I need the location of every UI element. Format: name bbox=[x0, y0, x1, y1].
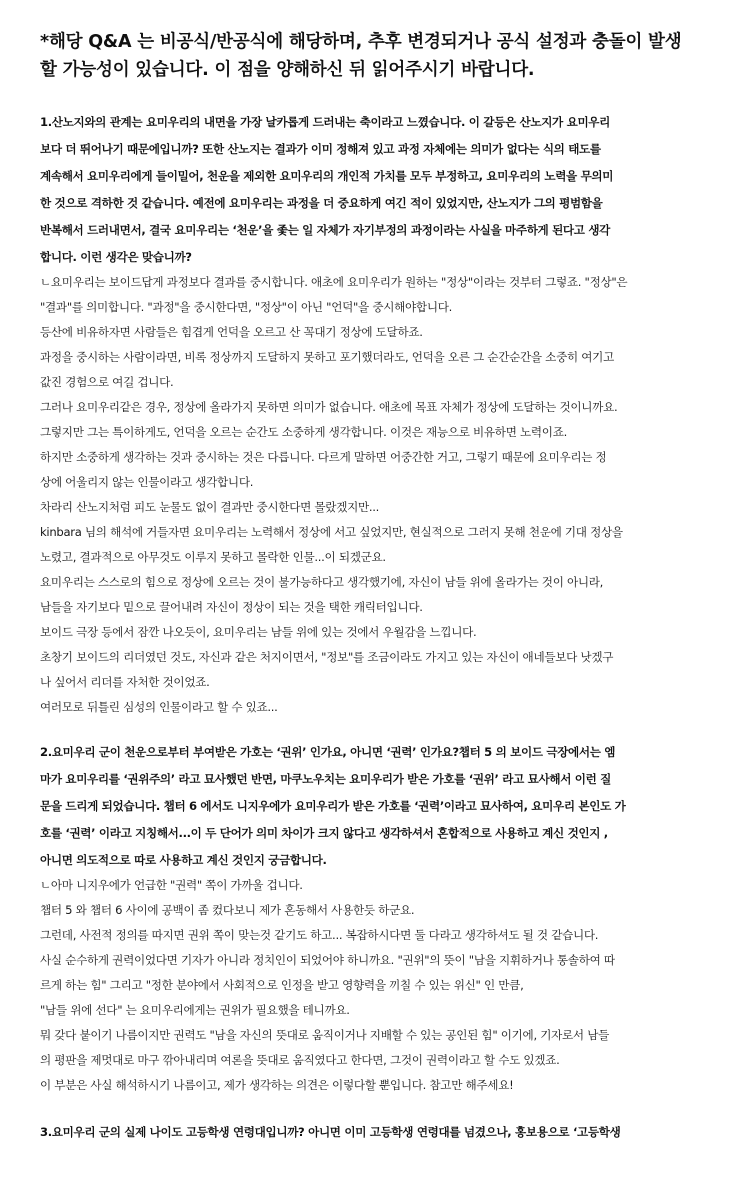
question-2-line-1: 2.요미우리 군이 천운으로부터 부여받은 가호는 ‘권위’ 인가요, 아니면 ‘권력’ 인가요?챕터 5 의 보이드 극장에서는 엠 bbox=[40, 745, 616, 759]
answer-1-line-12: 노렸고, 결과적으로 아무것도 이루지 못하고 몰락한 인물...이 되겠군요. bbox=[40, 550, 386, 564]
answer-2-line-4: 사실 순수하게 권력이었다면 기자가 아니라 정치인이 되었어야 하니까요. "권위"의 뜻이 "남을 지휘하거나 통솔하여 따 bbox=[40, 953, 615, 967]
answer-2-line-3: 그런데, 사전적 정의를 따지면 권위 쪽이 맞는것 같기도 하고... 복잡하시다면 둘 다라고 생각하셔도 될 것 같습니다. bbox=[40, 928, 599, 942]
question-1-line-3: 계속해서 요미우리에게 들이밀어, 천운을 제외한 요미우리의 개인적 가치를 모두 부정하고, 요미우리의 노력을 무의미 bbox=[40, 169, 614, 183]
answer-1-line-10: 차라리 산노지처럼 피도 눈물도 없이 결과만 중시한다면 몰랐겠지만... bbox=[40, 500, 380, 514]
answer-1-line-3: 등산에 비유하자면 사람들은 힘겹게 언덕을 오르고 산 꼭대기 정상에 도달하죠. bbox=[40, 325, 423, 339]
answer-2-line-1: ㄴ아마 니지우에가 언급한 "권력" 쪽이 가까울 겁니다. bbox=[40, 878, 303, 892]
answer-1-line-5: 값진 경험으로 여길 겁니다. bbox=[40, 375, 174, 389]
question-3-line-1: 3.요미우리 군의 실제 나이도 고등학생 연령대입니까? 아니면 이미 고등학생 연령대를 넘겼으나, 홍보용으로 ‘고등학생 bbox=[40, 1125, 621, 1139]
disclaimer-header bbox=[40, 28, 730, 84]
answer-2-line-7: 뭐 갖다 붙이기 나름이지만 권력도 "남을 자신의 뜻대로 움직이거나 지배할 수 있는 공인된 힘" 이기에, 기자로서 남들 bbox=[40, 1028, 609, 1042]
answer-1-line-16: 초창기 보이드의 리더였던 것도, 자신과 같은 처지이면서, "정보"를 조금이라도 가지고 있는 자신이 애네들보다 낫겠구 bbox=[40, 650, 614, 664]
question-2-line-5: 아니면 의도적으로 따로 사용하고 계신 것인지 궁금합니다. bbox=[40, 853, 327, 867]
answer-1-line-1: ㄴ요미우리는 보이드답게 과정보다 결과를 중시합니다. 애초에 요미우리가 원하는 "정상"이라는 것부터 그렇죠. "정상"은 bbox=[40, 275, 628, 289]
answer-2-line-9: 이 부분은 사실 해석하시기 나름이고, 제가 생각하는 의견은 이렇다할 뿐입니다. 참고만 해주세요! bbox=[40, 1078, 514, 1092]
question-1-line-6: 합니다. 이런 생각은 맞습니까? bbox=[40, 250, 192, 264]
answer-2-line-5: 르게 하는 힘" 그리고 "정한 분야에서 사회적으로 인정을 받고 영향력을 끼칠 수 있는 위신" 인 만큼, bbox=[40, 978, 524, 992]
answer-1-line-13: 요미우리는 스스로의 힘으로 정상에 오르는 것이 불가능하다고 생각했기에, 자신이 남들 위에 올라가는 것이 아니라, bbox=[40, 575, 604, 589]
answer-2-line-6: "남들 위에 선다" 는 요미우리에게는 권위가 필요했을 테니까요. bbox=[40, 1003, 350, 1017]
answer-1-line-7: 그렇지만 그는 특이하게도, 언덕을 오르는 순간도 소중하게 생각합니다. 이것은 재능으로 비유하면 노력이죠. bbox=[40, 425, 567, 439]
answer-1-line-8: 하지만 소중하게 생각하는 것과 중시하는 것은 다릅니다. 다르게 말하면 어중간한 거고, 그렇기 때문에 요미우리는 정 bbox=[40, 450, 607, 464]
question-1-line-4: 한 것으로 격하한 것 같습니다. 예전에 요미우리는 과정을 더 중요하게 여긴 적이 있었지만, 산노지가 그의 평범함을 bbox=[40, 196, 603, 210]
question-2-line-2: 마가 요미우리를 ‘권위주의’ 라고 묘사했던 반면, 마쿠노우치는 요미우리가 받은 가호를 ‘권위’ 라고 묘사해서 이런 질 bbox=[40, 772, 611, 786]
answer-1-line-17: 나 싶어서 리더를 자처한 것이었죠. bbox=[40, 675, 210, 689]
question-1-line-5: 반복해서 드러내면서, 결국 요미우리는 ‘천운’을 좇는 일 자체가 자기부정의 과정이라는 사실을 마주하게 된다고 생각 bbox=[40, 223, 611, 237]
answer-1-line-15: 보이드 극장 등에서 잠깐 나오듯이, 요미우리는 남들 위에 있는 것에서 우월감을 느낍니다. bbox=[40, 625, 477, 639]
disclaimer-line-2: 할 가능성이 있습니다. 이 점을 양해하신 뒤 읽어주시기 바랍니다. bbox=[40, 60, 535, 80]
answer-1-line-14: 남들을 자기보다 밑으로 끌어내려 자신이 정상이 되는 것을 택한 캐릭터입니다. bbox=[40, 600, 423, 614]
answer-1-line-18: 여러모로 뒤틀린 심성의 인물이라고 할 수 있죠... bbox=[40, 700, 278, 714]
question-1-line-2: 보다 더 뛰어나기 때문에입니까? 또한 산노지는 결과가 이미 정해져 있고 과정 자체에는 의미가 없다는 식의 태도를 bbox=[40, 142, 601, 156]
answer-1-line-2: "결과"를 의미합니다. "과정"을 중시한다면, "정상"이 아닌 "언덕"을 중시해야합니다. bbox=[40, 300, 453, 314]
question-2-line-4: 호를 ‘권력’ 이라고 지칭해서...이 두 단어가 의미 차이가 크지 않다고 생각하셔서 혼합적으로 사용하고 계신 것인지 , bbox=[40, 826, 608, 840]
answer-1-line-4: 과정을 중시하는 사람이라면, 비록 정상까지 도달하지 못하고 포기했더라도, 언덕을 오른 그 순간순간을 소중히 여기고 bbox=[40, 350, 614, 364]
answer-1-line-11: kinbara 님의 해석에 거들자면 요미우리는 노력해서 정상에 서고 싶었지만, 현실적으로 그러지 못해 천운에 기대 정상을 bbox=[40, 525, 623, 539]
answer-2-line-8: 의 평판을 제멋대로 마구 깎아내리며 여론을 뜻대로 움직였다고 한다면, 그것이 권력이라고 할 수도 있겠죠. bbox=[40, 1053, 560, 1067]
disclaimer-line-1: *해당 Q&A 는 비공식/반공식에 해당하며, 추후 변경되거나 공식 설정과 충돌이 발생 bbox=[40, 32, 682, 52]
answer-1-line-6: 그러나 요미우리같은 경우, 정상에 올라가지 못하면 의미가 없습니다. 애초에 목표 자체가 정상에 도달하는 것이니까요. bbox=[40, 400, 618, 414]
question-1-line-1: 1.산노지와의 관계는 요미우리의 내면을 가장 날카롭게 드러내는 축이라고 느꼈습니다. 이 갈등은 산노지가 요미우리 bbox=[40, 115, 610, 129]
answer-2-line-2: 챕터 5 와 챕터 6 사이에 공백이 좀 컸다보니 제가 혼동해서 사용한듯 하군요. bbox=[40, 903, 415, 917]
question-2-line-3: 문을 드리게 되었습니다. 챕터 6 에서도 니지우에가 요미우리가 받은 가호를 ‘권력’이라고 묘사하여, 요미우리 본인도 가 bbox=[40, 799, 626, 813]
answer-1-line-9: 상에 어울리지 않는 인물이라고 생각합니다. bbox=[40, 475, 254, 489]
